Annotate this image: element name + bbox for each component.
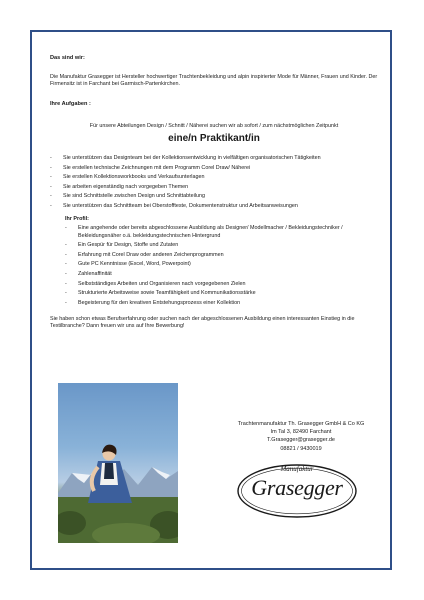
about-heading: Das sind wir: [50, 55, 85, 61]
company-street: Im Tal 3, 82490 Farchant [270, 429, 332, 436]
list-item: - Zahlenaffinität [65, 271, 378, 278]
list-item: - Selbstständiges Arbeiten und Organisieren nach vorgegebenen Zielen [65, 281, 378, 288]
job-posting [50, 55, 378, 330]
phone-number: 08821 / 9430019 [280, 445, 322, 452]
list-item: - Eine angehende oder bereits abgeschlossene Ausbildung als Designer/ Modellmacher / Bekleidungstechniker / Bekleidungsnäher o.ä. bekleidungstechnischen Hintergrund [65, 225, 378, 239]
list-item: - Sie sind Schnittstelle zwischen Design und Schnittabteilung [50, 193, 378, 200]
profile-list [65, 225, 378, 307]
list-item: - Sie unterstützen das Schnittteam bei Oberstoffteste, Dokumentenstruktur und Arbeitsanweisungen [50, 203, 378, 210]
tasks-heading: Ihre Aufgaben : [50, 100, 91, 107]
list-item: - Sie erstellen Kollektionsworkbooks und Verkaufsunterlagen [50, 174, 378, 181]
list-item: - Gute PC Kenntnisse (Excel, Word, Powerpoint) [65, 261, 378, 268]
list-item: - Sie arbeiten eigenständig nach vorgegeben Themen [50, 184, 378, 191]
model-photo [58, 383, 178, 543]
closing-text: Sie haben schon etwas Berufserfahrung oder suchen nach der abgeschlossenen Ausbildung einen interessanten Einstieg in die Textilbranche? Dann freuen wir uns auf Ihre Bewerbung! [50, 315, 355, 330]
company-name: Trachtenmanufaktur Th. Grasegger GmbH & Co KG [237, 421, 365, 427]
tasks-list [50, 155, 378, 210]
profile-heading: Ihr Profil: [65, 216, 89, 223]
logo-small-text: Manufaktur [280, 465, 314, 473]
company-logo [236, 462, 358, 520]
list-item: - Ein Gespür für Design, Stoffe und Zutaten [65, 242, 378, 249]
list-item: - Sie erstellen technische Zeichnungen mit dem Programm Corel Draw/ Näherei [50, 165, 378, 172]
profile-section [65, 216, 378, 307]
about-text: Die Manufaktur Grasegger ist Hersteller hochwertiger Trachtenbekleidung und alpin inspirierter Mode für Männer, Frauen und Kinder. Der Firmensitz ist in Farchant bei Garmisch-Partenkirchen. [50, 74, 378, 88]
list-item: - Erfahrung mit Corel Draw oder anderen Zeichenprogrammen [65, 252, 378, 259]
photo-illustration [58, 383, 178, 543]
position-title: eine/n Praktikant/in [168, 133, 260, 145]
list-item: - Strukturierte Arbeitsweise sowie Teamfähigkeit und Kommunikationsstärke [65, 290, 378, 297]
list-item: - Begeisterung für den kreativen Entstehungsprozess einer Kollektion [65, 300, 378, 307]
logo-big-text: Grasegger [251, 475, 343, 500]
seeking-text: Für unsere Abteilungen Design / Schnitt / Näherei suchen wir ab sofort / zum nächstmöglichen Zeitpunkt [89, 122, 339, 129]
email-link[interactable]: T.Grasegger@grasegger.de [267, 437, 335, 444]
contact-block [226, 420, 376, 453]
list-item: - Sie unterstützen das Designteam bei der Kollektionsentwicklung in vielfältigen organisatorischen Tätigkeiten [50, 155, 378, 162]
